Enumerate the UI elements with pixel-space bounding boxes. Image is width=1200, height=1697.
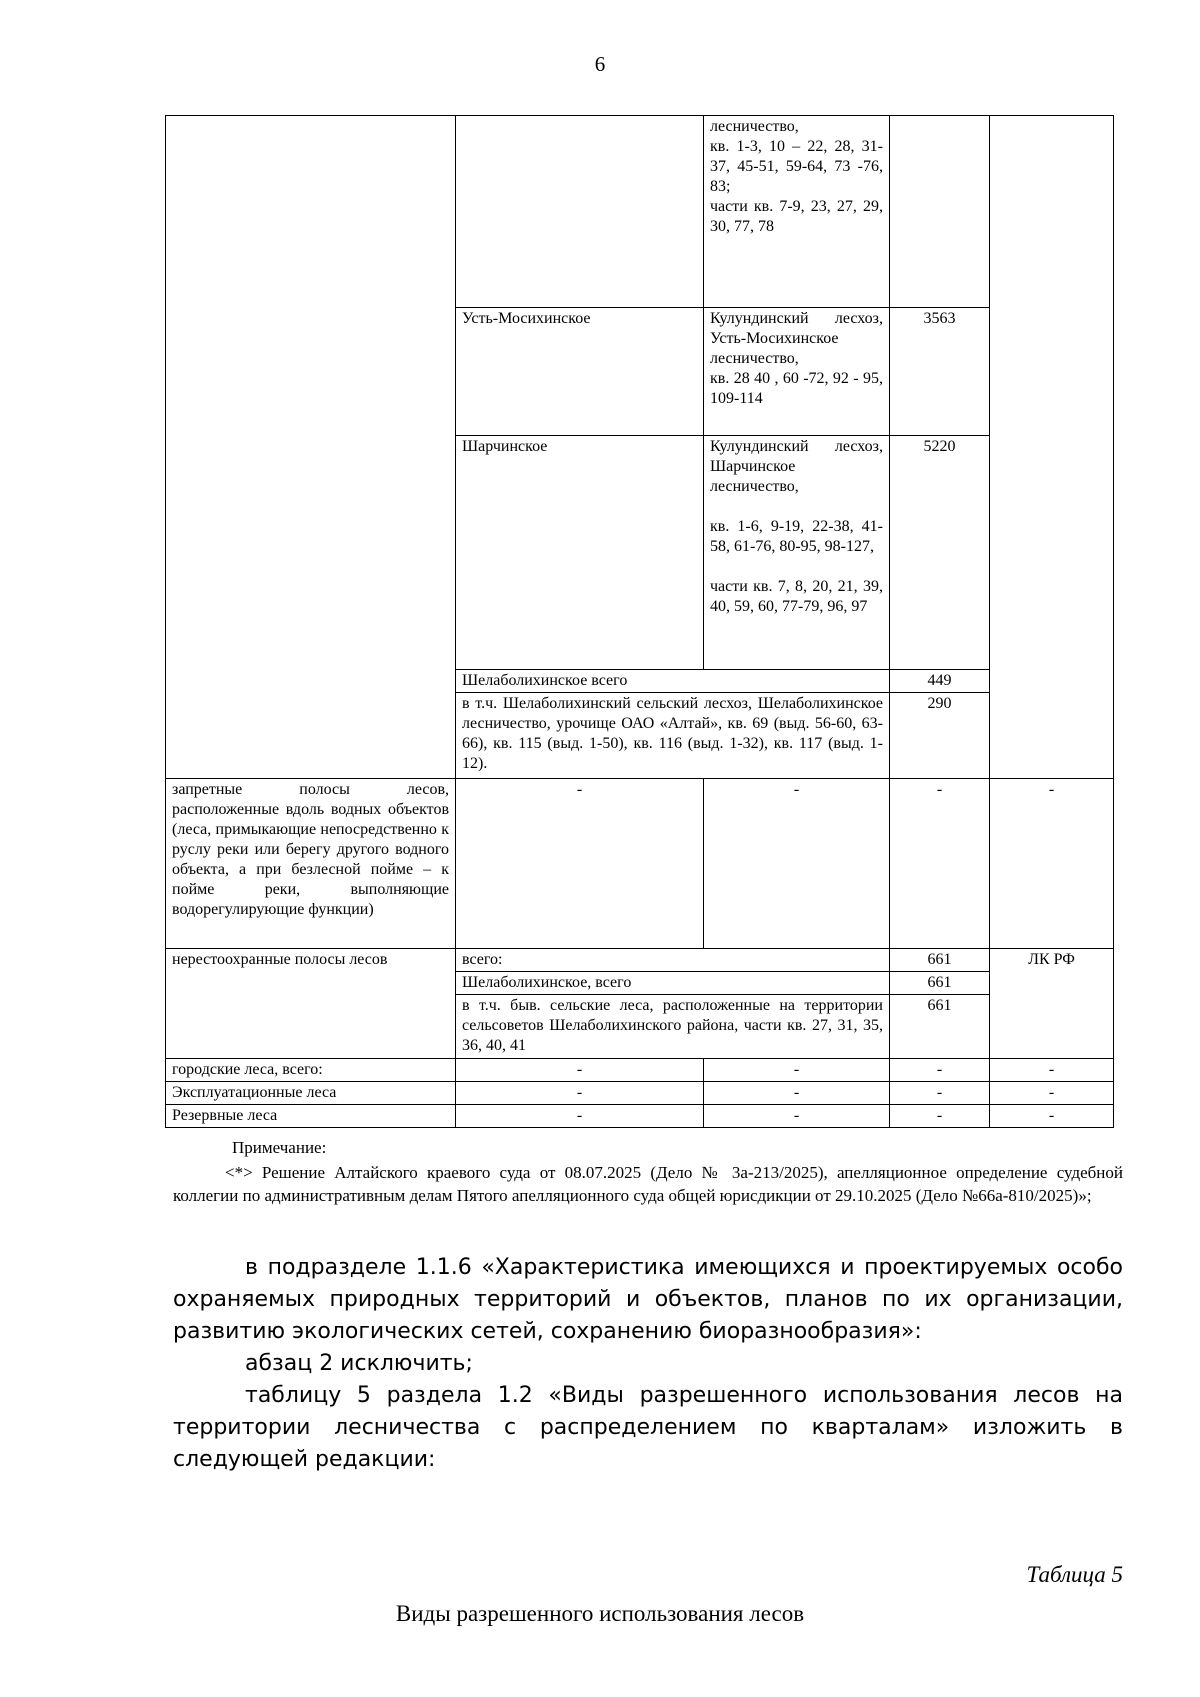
area-cell: 5220 bbox=[890, 436, 990, 670]
dash-cell: - bbox=[890, 779, 990, 949]
dash-cell: - bbox=[890, 1105, 990, 1128]
dash-cell: - bbox=[456, 1082, 704, 1105]
forest-table bbox=[165, 115, 1114, 1128]
quarters-text: части кв. 7, 8, 20, 21, 39, 40, 59, 60, 77-79, 96, 97 bbox=[710, 578, 883, 615]
quarters-cell bbox=[704, 436, 890, 670]
dash-cell: - bbox=[704, 1105, 890, 1128]
category-cell: городские леса, всего: bbox=[166, 1059, 456, 1082]
forestry-name: Шарчинское bbox=[456, 436, 704, 670]
forestry-name: Шелаболихинское всего bbox=[456, 670, 890, 693]
dash-cell: - bbox=[704, 779, 890, 949]
table-row bbox=[166, 1082, 1114, 1105]
dash-cell: - bbox=[990, 1105, 1114, 1128]
dash-cell: - bbox=[990, 1082, 1114, 1105]
table-row bbox=[166, 779, 1114, 949]
dash-cell: - bbox=[456, 1105, 704, 1128]
table-label: Таблица 5 bbox=[1026, 1562, 1123, 1587]
quarters-cell: Кулундинский лесхоз, Усть-Мосихинское лесничество, кв. 28 40 , 60 -72, 92 - 95, 109-114 bbox=[704, 308, 890, 436]
area-cell: 661 bbox=[890, 949, 990, 972]
quarters-text: кв. 1-6, 9-19, 22-38, 41-58, 61-76, 80-95, 98-127, bbox=[710, 518, 883, 555]
page-number: 6 bbox=[594, 52, 606, 76]
area-cell: 661 bbox=[890, 995, 990, 1059]
description-cell: в т.ч. Шелаболихинский сельский лесхоз, Шелаболихинское лесничество, урочище ОАО «Алтай», кв. 69 (выд. 56-60, 63-66), кв. 115 (выд. 1-50), кв. 116 (выд. 1-32), кв. 117 (выд. 1-12). bbox=[456, 693, 890, 779]
category-cell: Эксплуатационные леса bbox=[166, 1082, 456, 1105]
paragraph: таблицу 5 раздела 1.2 «Виды разрешенного использования лесов на территории лесничества с распределением по кварталам» изложить в следующей редакции: bbox=[173, 1383, 1123, 1472]
note-title: Примечание: bbox=[232, 1138, 327, 1157]
subcategory-cell: в т.ч. быв. сельские леса, расположенные на территории сельсоветов Шелаболихинского района, части кв. 27, 31, 35, 36, 40, 41 bbox=[456, 995, 890, 1059]
table-cell bbox=[890, 116, 990, 308]
paragraph: в подразделе 1.1.6 «Характеристика имеющихся и проектируемых особо охраняемых природных территорий и объектов, планов по их организации, развитию экологических сетей, сохранению биоразнообразия»: bbox=[173, 1255, 1123, 1344]
dash-cell: - bbox=[456, 779, 704, 949]
dash-cell: - bbox=[890, 1059, 990, 1082]
category-cell: запретные полосы лесов, расположенные вдоль водных объектов (леса, примыкающие непосредственно к руслу реки или берегу другого водного объекта, а при безлесной пойме – к пойме реки, выполняющие водорегулирующие функции) bbox=[166, 779, 456, 949]
category-cell: нерестоохранные полосы лесов bbox=[166, 949, 456, 1059]
table-title: Виды разрешенного использования лесов bbox=[395, 1601, 805, 1626]
dash-cell: - bbox=[990, 779, 1114, 949]
table-cell bbox=[990, 116, 1114, 779]
area-cell: 449 bbox=[890, 670, 990, 693]
dash-cell: - bbox=[704, 1059, 890, 1082]
table-cell bbox=[456, 116, 704, 308]
legal-basis-cell: ЛК РФ bbox=[990, 949, 1114, 1059]
paragraph: абзац 2 исключить; bbox=[245, 1351, 473, 1376]
area-cell: 290 bbox=[890, 693, 990, 779]
area-cell: 3563 bbox=[890, 308, 990, 436]
dash-cell: - bbox=[704, 1082, 890, 1105]
subcategory-cell: Шелаболихинское, всего bbox=[456, 972, 890, 995]
quarters-text: Кулундинский лесхоз, Шарчинское лесничество, bbox=[710, 438, 883, 495]
table-row bbox=[166, 116, 1114, 308]
dash-cell: - bbox=[890, 1082, 990, 1105]
subcategory-cell: всего: bbox=[456, 949, 890, 972]
area-cell: 661 bbox=[890, 972, 990, 995]
dash-cell: - bbox=[456, 1059, 704, 1082]
table-row bbox=[166, 1105, 1114, 1128]
table-row bbox=[166, 949, 1114, 972]
note-body: <*> Решение Алтайского краевого суда от 08.07.2025 (Дело № 3а-213/2025), апелляционное определение судебной коллегии по административным делам Пятого апелляционного суда общей юрисдикции от 29.10.2025 (Дело №66а-810/2025)»; bbox=[173, 1163, 1123, 1205]
table-row bbox=[166, 1059, 1114, 1082]
category-cell: Резервные леса bbox=[166, 1105, 456, 1128]
table-cell bbox=[166, 116, 456, 779]
quarters-cell: лесничество, кв. 1-3, 10 – 22, 28, 31-37, 45-51, 59-64, 73 -76, 83; части кв. 7-9, 23, 27, 29, 30, 77, 78 bbox=[704, 116, 890, 308]
dash-cell: - bbox=[990, 1059, 1114, 1082]
forestry-name: Усть-Мосихинское bbox=[456, 308, 704, 436]
